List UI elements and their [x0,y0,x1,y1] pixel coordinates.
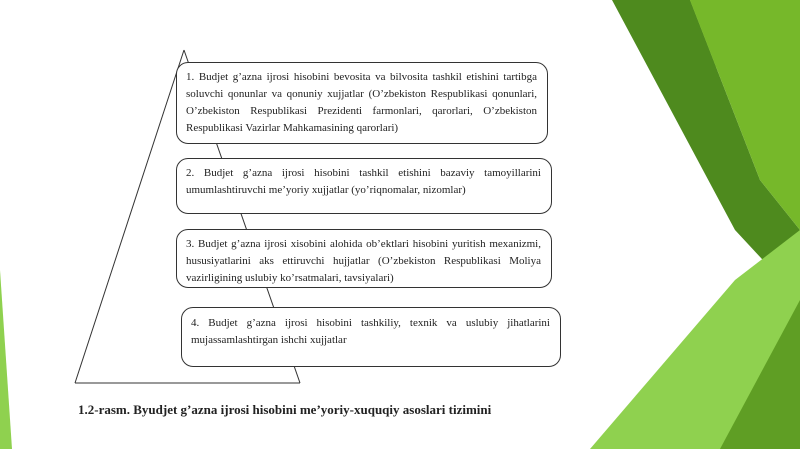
level-1-text: 1. Budjet g’azna ijrosi hisobini bevosita va bilvosita tashkil etishini tartibga soluvchi qonunlar va qonuniy xujjatlar (O’zbekiston Respublikasi qonunlari, O’zbekiston Respublikasi Prezidenti farmonlari, qarorlari, O’zbekiston Respublikasi Vazirlar Mahkamasining qarorlari) [186,71,537,134]
level-4-text: 4. Budjet g’azna ijrosi hisobini tashkiliy, texnik va uslubiy jihatlarini mujassamlashtirgan ishchi xujjatlar [191,317,550,346]
level-4-box [181,307,561,367]
level-2-box [176,158,552,214]
level-3-box [176,229,552,288]
figure-caption: 1.2-rasm. Byudjet g’azna ijrosi hisobini me’yoriy-xuquqiy asoslari tizimini [78,402,492,417]
level-2-text: 2. Budjet g’azna ijrosi hisobini tashkil etishini bazaviy tamoyillarini umumlashtiruvchi me’yoriy xujjatlar (yo’riqnomalar, nizomlar) [186,167,541,196]
pyramid-left-edge [75,50,184,383]
level-3-text: 3. Budjet g’azna ijrosi xisobini alohida ob’ektlari hisobini yuritish mexanizmi, hususiyatlarini aks ettiruvchi hujjatlar (O’zbekiston Respublikasi Moliya vazirligining uslubiy ko’rsatmalari, tavsiyalari) [186,238,541,284]
level-1-box [176,62,548,144]
